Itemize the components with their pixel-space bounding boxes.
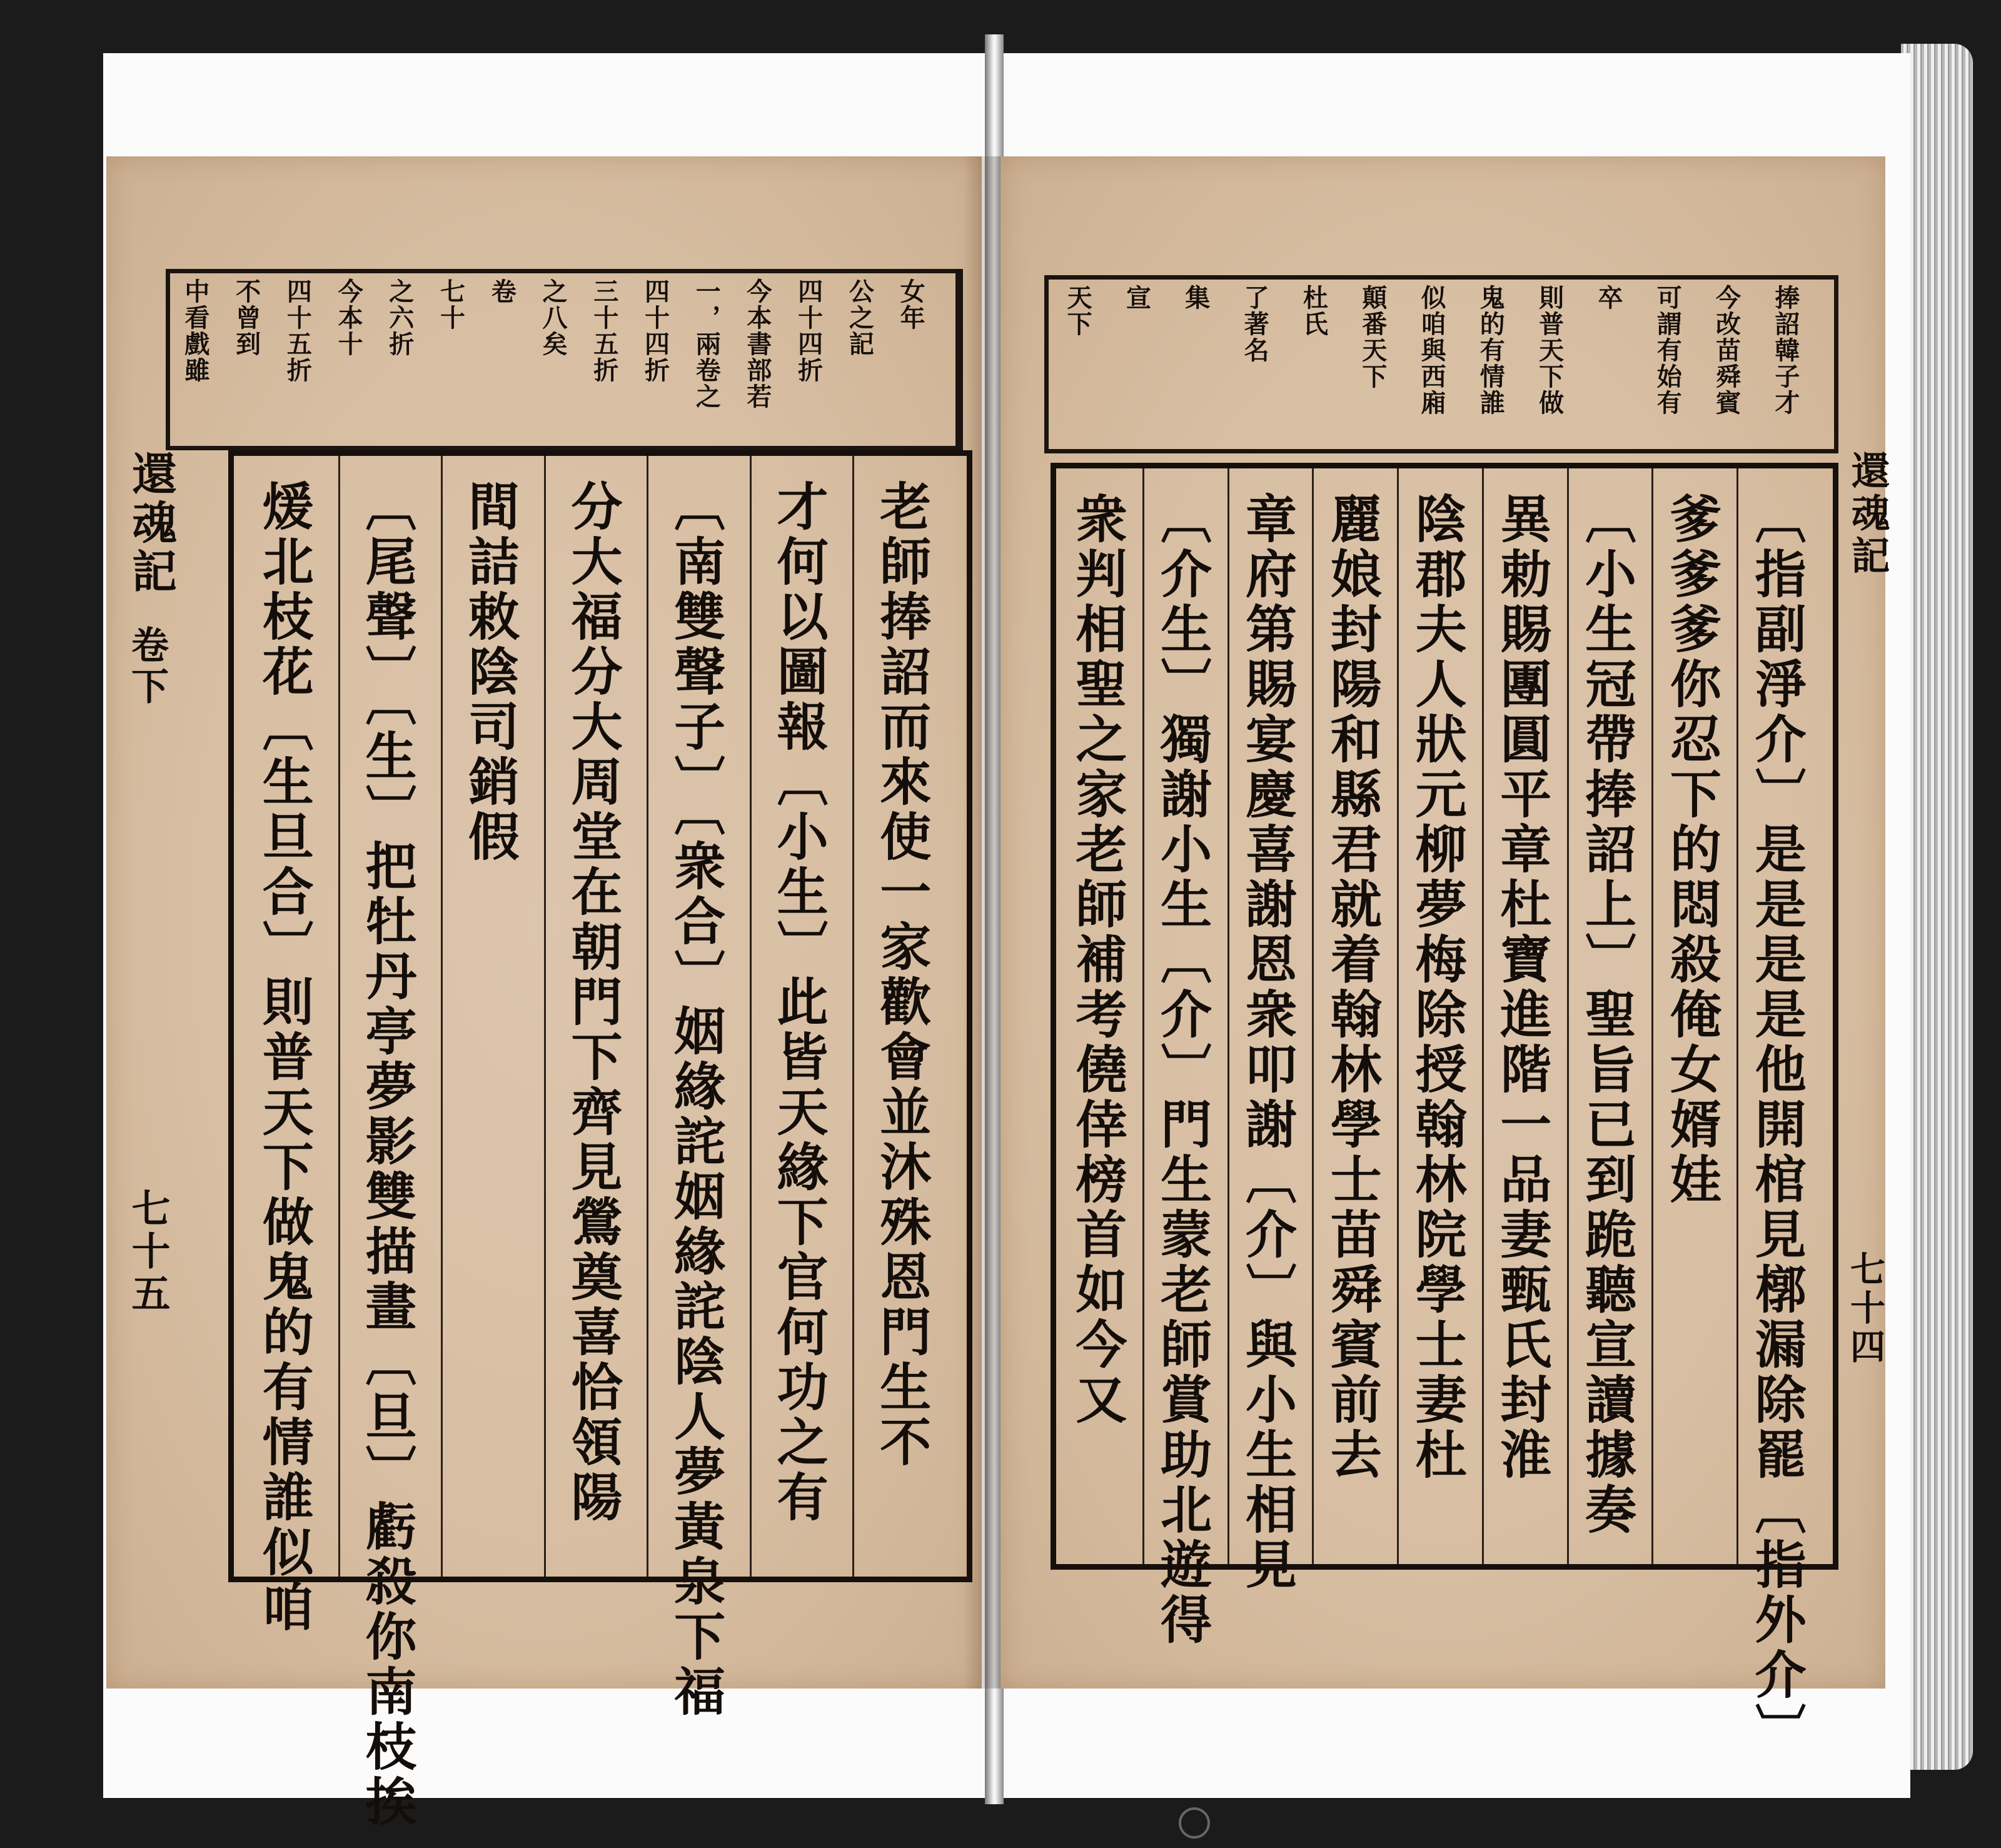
right-commentary-note: 宣 [1122, 285, 1152, 311]
column-rule [1142, 468, 1144, 1564]
left-commentary-note: 四十四折 [640, 278, 670, 383]
column-rule [1736, 468, 1738, 1564]
column-rule [647, 456, 648, 1577]
right-commentary-box [1044, 275, 1838, 453]
column-rule [1227, 468, 1229, 1564]
column-rule [1312, 468, 1314, 1564]
fold-shadow [963, 156, 1001, 1689]
right-text-column: 章府第賜宴慶喜謝恩衆叩謝〔介〕與小生相見 [1237, 492, 1298, 1593]
left-commentary-note: 之八矣 [538, 278, 568, 357]
left-commentary-note: 女年 [896, 278, 926, 331]
right-commentary-note: 杜氏 [1299, 285, 1329, 337]
left-text-column: 分大福分大周堂在朝門下齊見鶯奠喜恰領陽 [563, 480, 623, 1525]
left-commentary-note: 卷 [487, 278, 517, 305]
left-commentary-note: 四十五折 [283, 278, 313, 383]
column-rule [1567, 468, 1569, 1564]
right-text-column: 〔小生冠帶捧詔上〕聖旨已到跪聽宣讀據奏 [1576, 492, 1637, 1538]
left-text-column: 間詰敕陰司銷假 [460, 480, 520, 865]
column-rule [1397, 468, 1399, 1564]
left-commentary-note: 今本書部若 [742, 278, 772, 410]
left-text-column: 煖北枝花〔生旦合〕則普天下做鬼的有情誰似咱 [254, 480, 315, 1635]
right-commentary-note: 則普天下做 [1535, 285, 1565, 416]
right-text-column: 〔指副淨介〕是是是是他開棺見槨漏除罷〔指外介〕 [1746, 492, 1807, 1758]
left-commentary-note: 今本十 [334, 278, 364, 357]
left-commentary-note: 之六折 [385, 278, 415, 357]
right-text-column: 異勅賜團圓平章杜寶進階一品妻甄氏封淮 [1491, 492, 1552, 1483]
right-text-column: 〔介生〕獨謝小生〔介〕門生蒙老師賞助北遊得 [1152, 492, 1212, 1648]
right-folio: 七十四 [1845, 1251, 1886, 1367]
column-rule [1651, 468, 1653, 1564]
right-commentary-note: 捧詔韓子才 [1770, 285, 1800, 416]
left-commentary-note: 中看戲雖 [180, 278, 210, 383]
column-rule [750, 456, 752, 1577]
left-commentary-note: 不曾到 [231, 278, 261, 357]
left-margin-title: 還魂記 [124, 450, 178, 597]
left-commentary-note: 一，兩卷之 [692, 278, 722, 410]
left-folio: 七十五 [125, 1188, 171, 1316]
right-text-frame [1051, 463, 1838, 1758]
right-commentary-note: 可謂有始有 [1653, 285, 1683, 416]
library-seal-icon [1179, 1807, 1210, 1839]
right-text-column: 爹爹爹你忍下的悶殺俺女婿娃 [1661, 492, 1722, 1208]
left-commentary-note: 公之記 [845, 278, 875, 357]
column-rule [441, 456, 443, 1577]
right-commentary-note: 今改苗舜賓 [1711, 285, 1741, 416]
right-commentary-note: 卒 [1593, 285, 1623, 311]
left-margin-volume: 卷下 [125, 625, 169, 708]
left-commentary-note: 三十五折 [589, 278, 619, 383]
left-commentary-box [166, 269, 963, 450]
left-commentary-note: 七十 [436, 278, 466, 331]
right-commentary-note: 顛番天下 [1358, 285, 1388, 390]
right-text-column: 麗娘封陽和縣君就着翰林學士苗舜賓前去 [1322, 492, 1383, 1483]
column-rule [544, 456, 546, 1577]
right-commentary-note: 了著名 [1240, 285, 1270, 363]
page-edges [1901, 44, 1973, 1770]
right-commentary-note: 似咱與西廂 [1417, 285, 1446, 416]
left-text-column: 〔尾聲〕〔生〕把牡丹亭夢影雙描畫〔旦〕虧殺你南枝挨 [356, 480, 417, 1830]
column-rule [1482, 468, 1484, 1564]
left-text-column: 〔南雙聲子〕〔衆合〕姻緣詫姻緣詫陰人夢黃泉下福 [665, 480, 726, 1720]
right-text-column: 衆判相聖之家老師補考僥倖榜首如今又 [1067, 492, 1127, 1428]
left-text-column: 老師捧詔而來使一家歡會並沐殊恩門生不 [871, 480, 932, 1470]
right-margin-title: 還魂記 [1845, 450, 1890, 578]
column-rule [338, 456, 340, 1577]
right-commentary-note: 集 [1181, 285, 1211, 311]
left-commentary-note: 四十四折 [794, 278, 824, 383]
right-commentary-note: 天下 [1063, 285, 1093, 337]
right-text-column: 陰郡夫人狀元柳夢梅除授翰林院學士妻杜 [1407, 492, 1467, 1483]
right-commentary-note: 鬼的有情誰 [1476, 285, 1506, 416]
left-text-frame [228, 450, 972, 1830]
column-rule [852, 456, 854, 1577]
left-text-column: 才何以圖報〔小生〕此皆天緣下官何功之有 [769, 480, 829, 1525]
